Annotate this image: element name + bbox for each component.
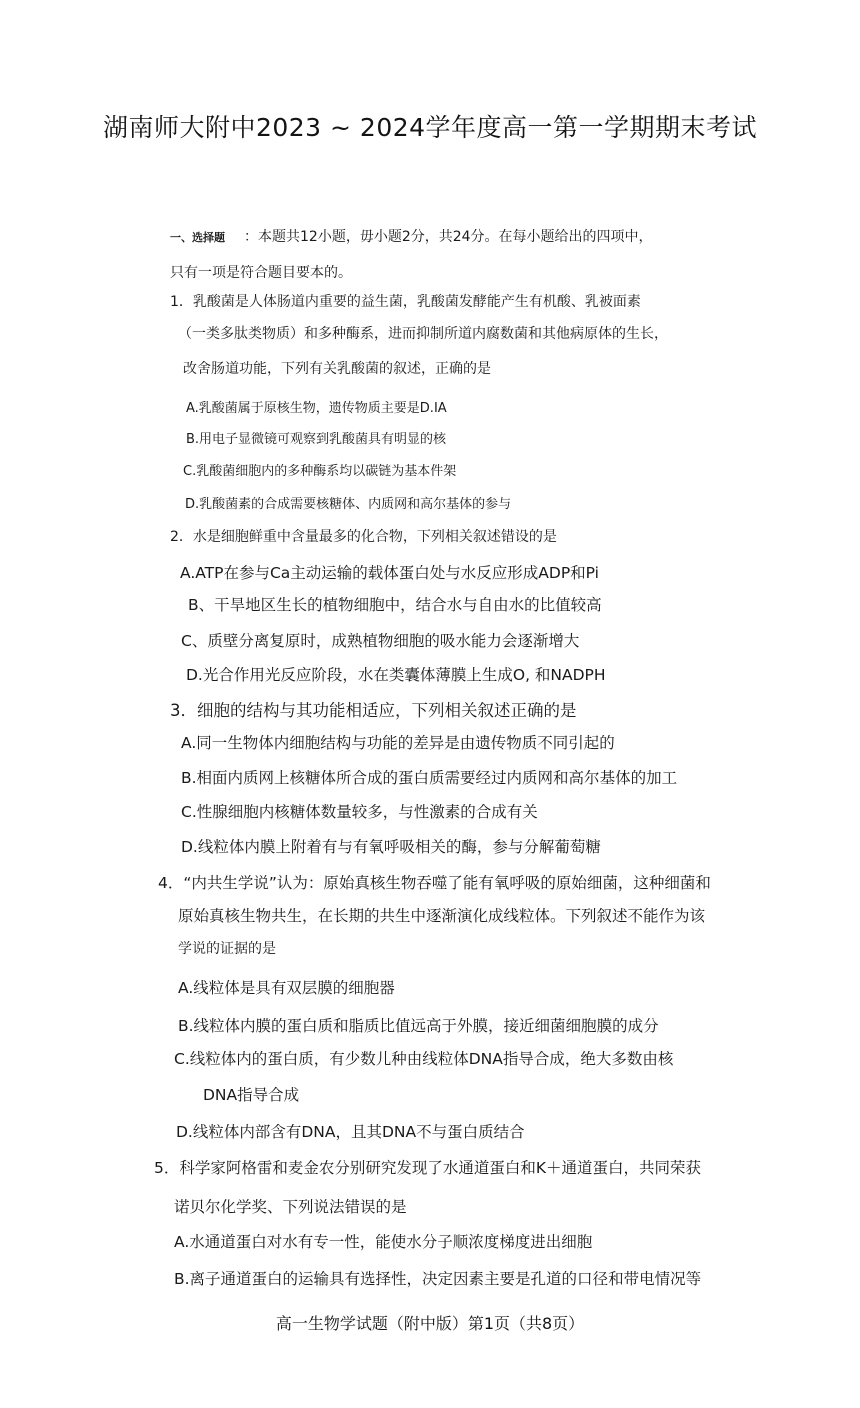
q4-option-a: A.线粒体是具有双层膜的细胞器: [178, 979, 395, 997]
page-footer: 高一生物学试题（附中版）第1页（共8页）: [275, 1314, 585, 1333]
q5-stem-line1: 5．科学家阿格雷和麦金农分别研究发现了水通道蛋白和K＋通道蛋白，共同荣获: [154, 1159, 702, 1177]
q4-stem-line3: 学说的证据的是: [178, 941, 276, 957]
q3-option-c: C.性腺细胞内核糖体数量较多，与性激素的合成有关: [181, 803, 538, 821]
section-intro-line1: ：本题共12小题，毋小题2分，共24分。在每小题给出的四项中，: [244, 229, 653, 245]
q4-option-d: D.线粒体内部含有DNA，且其DNA不与蛋白质结合: [176, 1123, 525, 1141]
section-intro-line2: 只有一项是符合题目要本的。: [170, 265, 352, 281]
q2-stem: 2．水是细胞鲜重中含量最多的化合物，下列相关叙述错设的是: [170, 529, 557, 545]
section-tag: 一、选择题: [170, 231, 225, 244]
q1-stem-line1: 1．乳酸菌是人体肠道内重要的益生菌，乳酸菌发酵能产生有机酸、乳被面素: [170, 294, 641, 310]
q2-option-b: B、干旱地区生长的植物细胞中，结合水与自由水的比值较高: [188, 596, 602, 614]
q5-stem-line2: 诺贝尔化学奖、下列说法错误的是: [174, 1198, 407, 1216]
q2-option-d: D.光合作用光反应阶段，水在类囊体薄膜上生成O, 和NADPH: [186, 666, 606, 684]
q5-option-b: B.离子通道蛋白的运输具有选择性，决定因素主要是孔道的口径和带电情况等: [174, 1270, 702, 1288]
q2-option-c: C、质壁分离复原时，成熟植物细胞的吸水能力会逐渐增大: [181, 632, 580, 650]
q1-option-c: C.乳酸菌细胞内的多种酶系均以碳链为基本件架: [183, 464, 457, 479]
q3-option-a: A.同一生物体内细胞结构与功能的差异是由遗传物质不同引起的: [181, 734, 615, 752]
q1-stem-line3: 改舍肠道功能，下列有关乳酸菌的叙述，正确的是: [183, 361, 491, 377]
q3-option-d: D.线粒体内膜上附着有与有氧呼吸相关的酶，参与分解葡萄糖: [181, 838, 601, 856]
q3-option-b: B.相面内质网上核糖体所合成的蛋白质需要经过内质网和高尔基体的加工: [181, 769, 678, 787]
q4-option-c-line2: DNA指导合成: [203, 1086, 300, 1104]
q1-option-a: A.乳酸菌属于原核生物，遗传物质主要是D.IA: [186, 401, 447, 416]
q4-option-b: B.线粒体内膜的蛋白质和脂质比值远高于外膜，接近细菌细胞膜的成分: [178, 1017, 659, 1035]
q3-stem: 3．细胞的结构与其功能相适应，下列相关叙述正确的是: [170, 701, 577, 720]
q4-option-c-line1: C.线粒体内的蛋白质，有少数儿种由线粒体DNA指导合成，绝大多数由核: [174, 1050, 674, 1068]
q1-option-d: D.乳酸菌素的合成需要核糖体、内质网和高尔基体的参与: [185, 497, 512, 512]
q4-stem-line1: 4．“内共生学说”认为：原始真核生物吞噬了能有氧呼吸的原始细菌，这种细菌和: [158, 874, 711, 892]
page-title: 湖南师大附中2023 ~ 2024学年度高一第一学期期末考试: [102, 113, 758, 142]
q5-option-a: A.水通道蛋白对水有专一性，能使水分子顺浓度梯度进出细胞: [174, 1233, 593, 1251]
q1-option-b: B.用电子显微镜可观察到乳酸菌具有明显的核: [186, 432, 447, 447]
q4-stem-line2: 原始真核生物共生，在长期的共生中逐渐演化成线粒体。下列叙述不能作为该: [178, 907, 706, 925]
q2-option-a: A.ATP在参与Ca主动运输的载体蛋白处与水反应形成ADP和Pi: [180, 564, 599, 582]
q1-stem-line2: （一类多肽类物质）和多种酶系，进而抑制所道内腐数菌和其他病原体的生长，: [178, 326, 668, 342]
